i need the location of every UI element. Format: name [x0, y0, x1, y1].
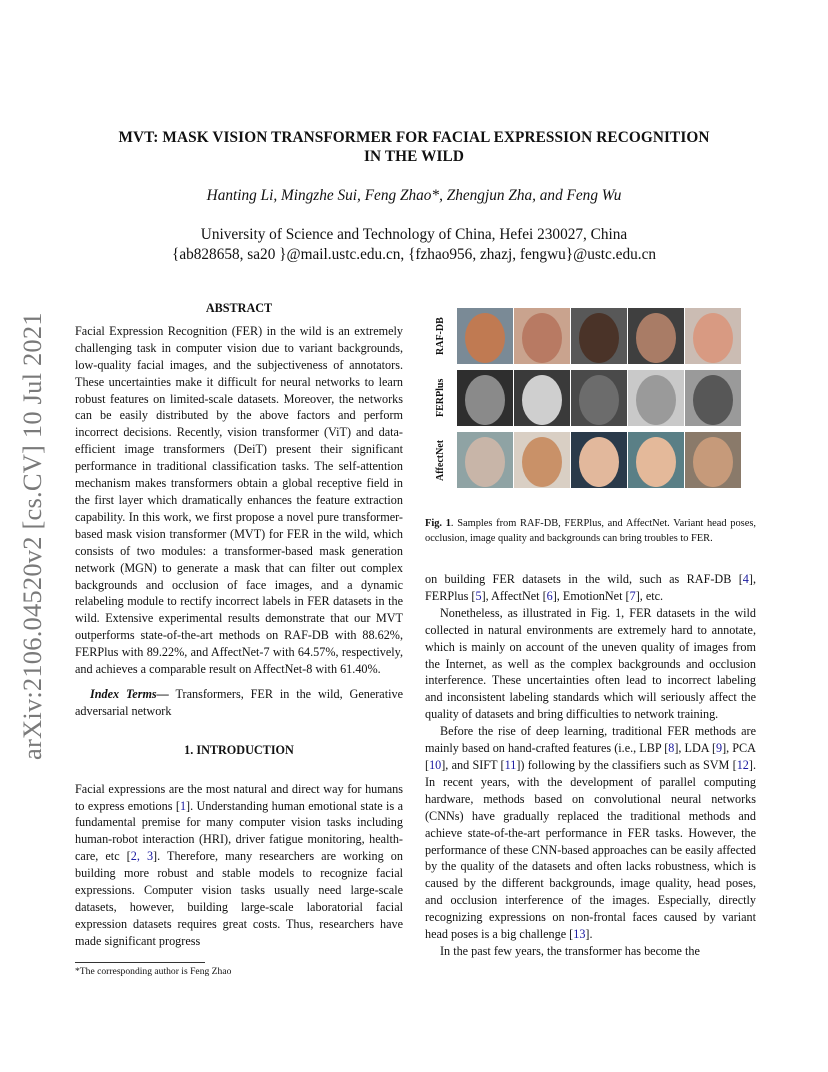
footnote: *The corresponding author is Feng Zhao — [75, 966, 232, 977]
face-shape — [465, 313, 505, 363]
citation-link[interactable]: 12 — [736, 757, 749, 772]
index-terms-text: Transformers, FER in the wild, Generative adversarial network — [75, 686, 403, 718]
sample-face-image — [514, 308, 570, 364]
intro-heading: 1. INTRODUCTION — [184, 742, 294, 757]
title-line-1: MVT: MASK VISION TRANSFORMER FOR FACIAL EXPRESSION RECOGNITION — [118, 129, 710, 146]
index-terms-label: Index Terms— — [90, 686, 169, 701]
sample-face-image — [514, 370, 570, 426]
paragraph: Before the rise of deep learning, traditional FER methods are mainly based on hand-crafted features (i.e., LBP [8], LDA [9], PCA [10], and SIFT [11]) following by the classifiers such as SVM [12]. In recent years, with the development of parallel computing hardware, methods based on convolutional neural networks (CNNs) have gradually replaced the traditional methods and achieve state-of-the-art performance in FER tasks. However, the performance of these CNN-based approaches can be easily affected by the quality of the datasets and often lacks robustness, which is caused by the different backgrounds, image quality, head poses, and occlusion interference of the images. Especially, directly recognizing expressions on non-frontal faces caused by variant head poses is a big challenge [13]. — [425, 724, 756, 942]
sample-face-image — [685, 370, 741, 426]
citation-link[interactable]: 1 — [179, 798, 187, 813]
citation-link[interactable]: 9 — [716, 741, 723, 756]
paragraph: on building FER datasets in the wild, such as RAF-DB [4], FERPlus [5], AffectNet [6], EmotionNet [7], etc. — [425, 572, 756, 603]
sample-face-image — [628, 432, 684, 488]
face-shape — [522, 375, 562, 425]
citation-link[interactable]: 5 — [475, 588, 482, 603]
citation-link[interactable]: 6 — [546, 588, 553, 603]
citation-link[interactable]: 2, 3 — [130, 849, 154, 864]
row-label-rafdb: RAF-DB — [435, 317, 446, 355]
caption-label: Fig. 1 — [425, 518, 451, 529]
sample-face-image — [685, 308, 741, 364]
left-column — [75, 301, 403, 950]
affiliation-block — [60, 225, 768, 265]
paragraph: In the past few years, the transformer has become the — [440, 943, 700, 958]
abstract-text: Facial Expression Recognition (FER) in the wild is an extremely challenging task in computer vision due to variant backgrounds, low-quality facial images, and the subjectiveness of annotators. These uncertainties make it difficult for neural networks to learn robust features on limited-scale datasets. Moreover, the networks can be easily distributed by the above factors and perform incorrect decisions. Recently, vision transformer (ViT) and data-efficient image transformers (DeiT) present their significant performance in traditional classification tasks. The self-attention mechanism makes transformers obtain a global receptive field in the first layer which dramatically enhances the feature extraction capability. In this work, we first propose a novel pure transformer-based mask vision transformer (MVT) for FER in the wild, which consists of two modules: a transformer-based mask generation network (MGN) to generate a mask that can filter out complex backgrounds and occlusion of face images, and a dynamic relabeling module to rectify incorrect labels in FER datasets in the wild. Extensive experimental results demonstrate that our MVT outperforms state-of-the-art methods on RAF-DB with 88.62%, FERPlus with 89.22%, and AffectNet-7 with 64.57%, respectively, and achieves a comparable result on AffectNet-8 with 61.40%. — [75, 323, 403, 677]
citation-link[interactable]: 4 — [742, 572, 749, 586]
title-line-2: IN THE WILD — [364, 148, 464, 165]
footnote-rule — [75, 962, 205, 963]
index-terms — [75, 686, 403, 720]
citation-link[interactable]: 13 — [573, 927, 586, 942]
sample-face-image — [571, 432, 627, 488]
paragraph: Nonetheless, as illustrated in Fig. 1, FER datasets in the wild collected in natural environments are extremely hard to annotate, which is mainly on account of the uneven quality of images from the Internet, as well as the complex backgrounds and occlusion interference. These uncertainties often lead to incorrect labeling and inconsistent labeling standards which will seriously affect the quality of datasets and bring difficulties to network training. — [425, 605, 756, 722]
face-shape — [522, 313, 562, 363]
sample-face-image — [571, 308, 627, 364]
face-shape — [579, 375, 619, 425]
email-list: {ab828658, sa20 }@mail.ustc.edu.cn, {fzhao956, zhazj, fengwu}@ustc.edu.cn — [171, 246, 657, 263]
citation-link[interactable]: 11 — [504, 757, 517, 772]
caption-text: . Samples from RAF-DB, FERPlus, and AffectNet. Variant head poses, occlusion, image quality and backgrounds can bring troubles to FER. — [425, 518, 756, 544]
affiliation: University of Science and Technology of China, Hefei 230027, China — [200, 226, 628, 243]
sample-face-image — [628, 308, 684, 364]
sample-face-image — [457, 432, 513, 488]
arxiv-identifier: arXiv:2106.04520v2 [cs.CV] 10 Jul 2021 — [17, 312, 47, 760]
citation-link[interactable]: 8 — [668, 741, 675, 756]
row-label-ferplus: FERPlus — [435, 378, 446, 418]
face-shape — [579, 313, 619, 363]
sample-face-image — [628, 370, 684, 426]
sample-face-image — [685, 432, 741, 488]
face-shape — [693, 375, 733, 425]
paper-title — [60, 128, 768, 166]
sample-face-image — [571, 370, 627, 426]
face-shape — [465, 375, 505, 425]
figure-caption — [425, 517, 756, 546]
citation-link[interactable]: 7 — [629, 588, 636, 603]
citation-link[interactable]: 10 — [429, 757, 442, 772]
row-label-affectnet: AffectNet — [435, 439, 446, 481]
abstract-heading: ABSTRACT — [205, 301, 273, 315]
face-shape — [636, 437, 676, 487]
sample-face-image — [457, 370, 513, 426]
sample-face-image — [514, 432, 570, 488]
face-shape — [465, 437, 505, 487]
face-shape — [636, 313, 676, 363]
face-shape — [636, 375, 676, 425]
intro-paragraph: Facial expressions are the most natural and direct way for humans to express emotions [1]. Understanding human emotional state is a fundamental premise for many computer vision tasks including human-robot interaction (HRI), driver fatigue monitoring, health-care, etc [2, 3]. Therefore, many researchers are working on building more robust and stable models to recognize facial expressions. Computer vision tasks usually need large-scale datasets, however, building large-scale laboratorial facial expression datasets requires great costs. Thus, researchers have made significant progress — [75, 781, 403, 948]
sample-face-image — [457, 308, 513, 364]
face-shape — [522, 437, 562, 487]
figure-1 — [435, 304, 740, 489]
face-shape — [693, 313, 733, 363]
right-column — [425, 571, 756, 960]
face-shape — [693, 437, 733, 487]
face-shape — [579, 437, 619, 487]
author-list: Hanting Li, Mingzhe Sui, Feng Zhao*, Zhengjun Zha, and Feng Wu — [206, 187, 622, 204]
